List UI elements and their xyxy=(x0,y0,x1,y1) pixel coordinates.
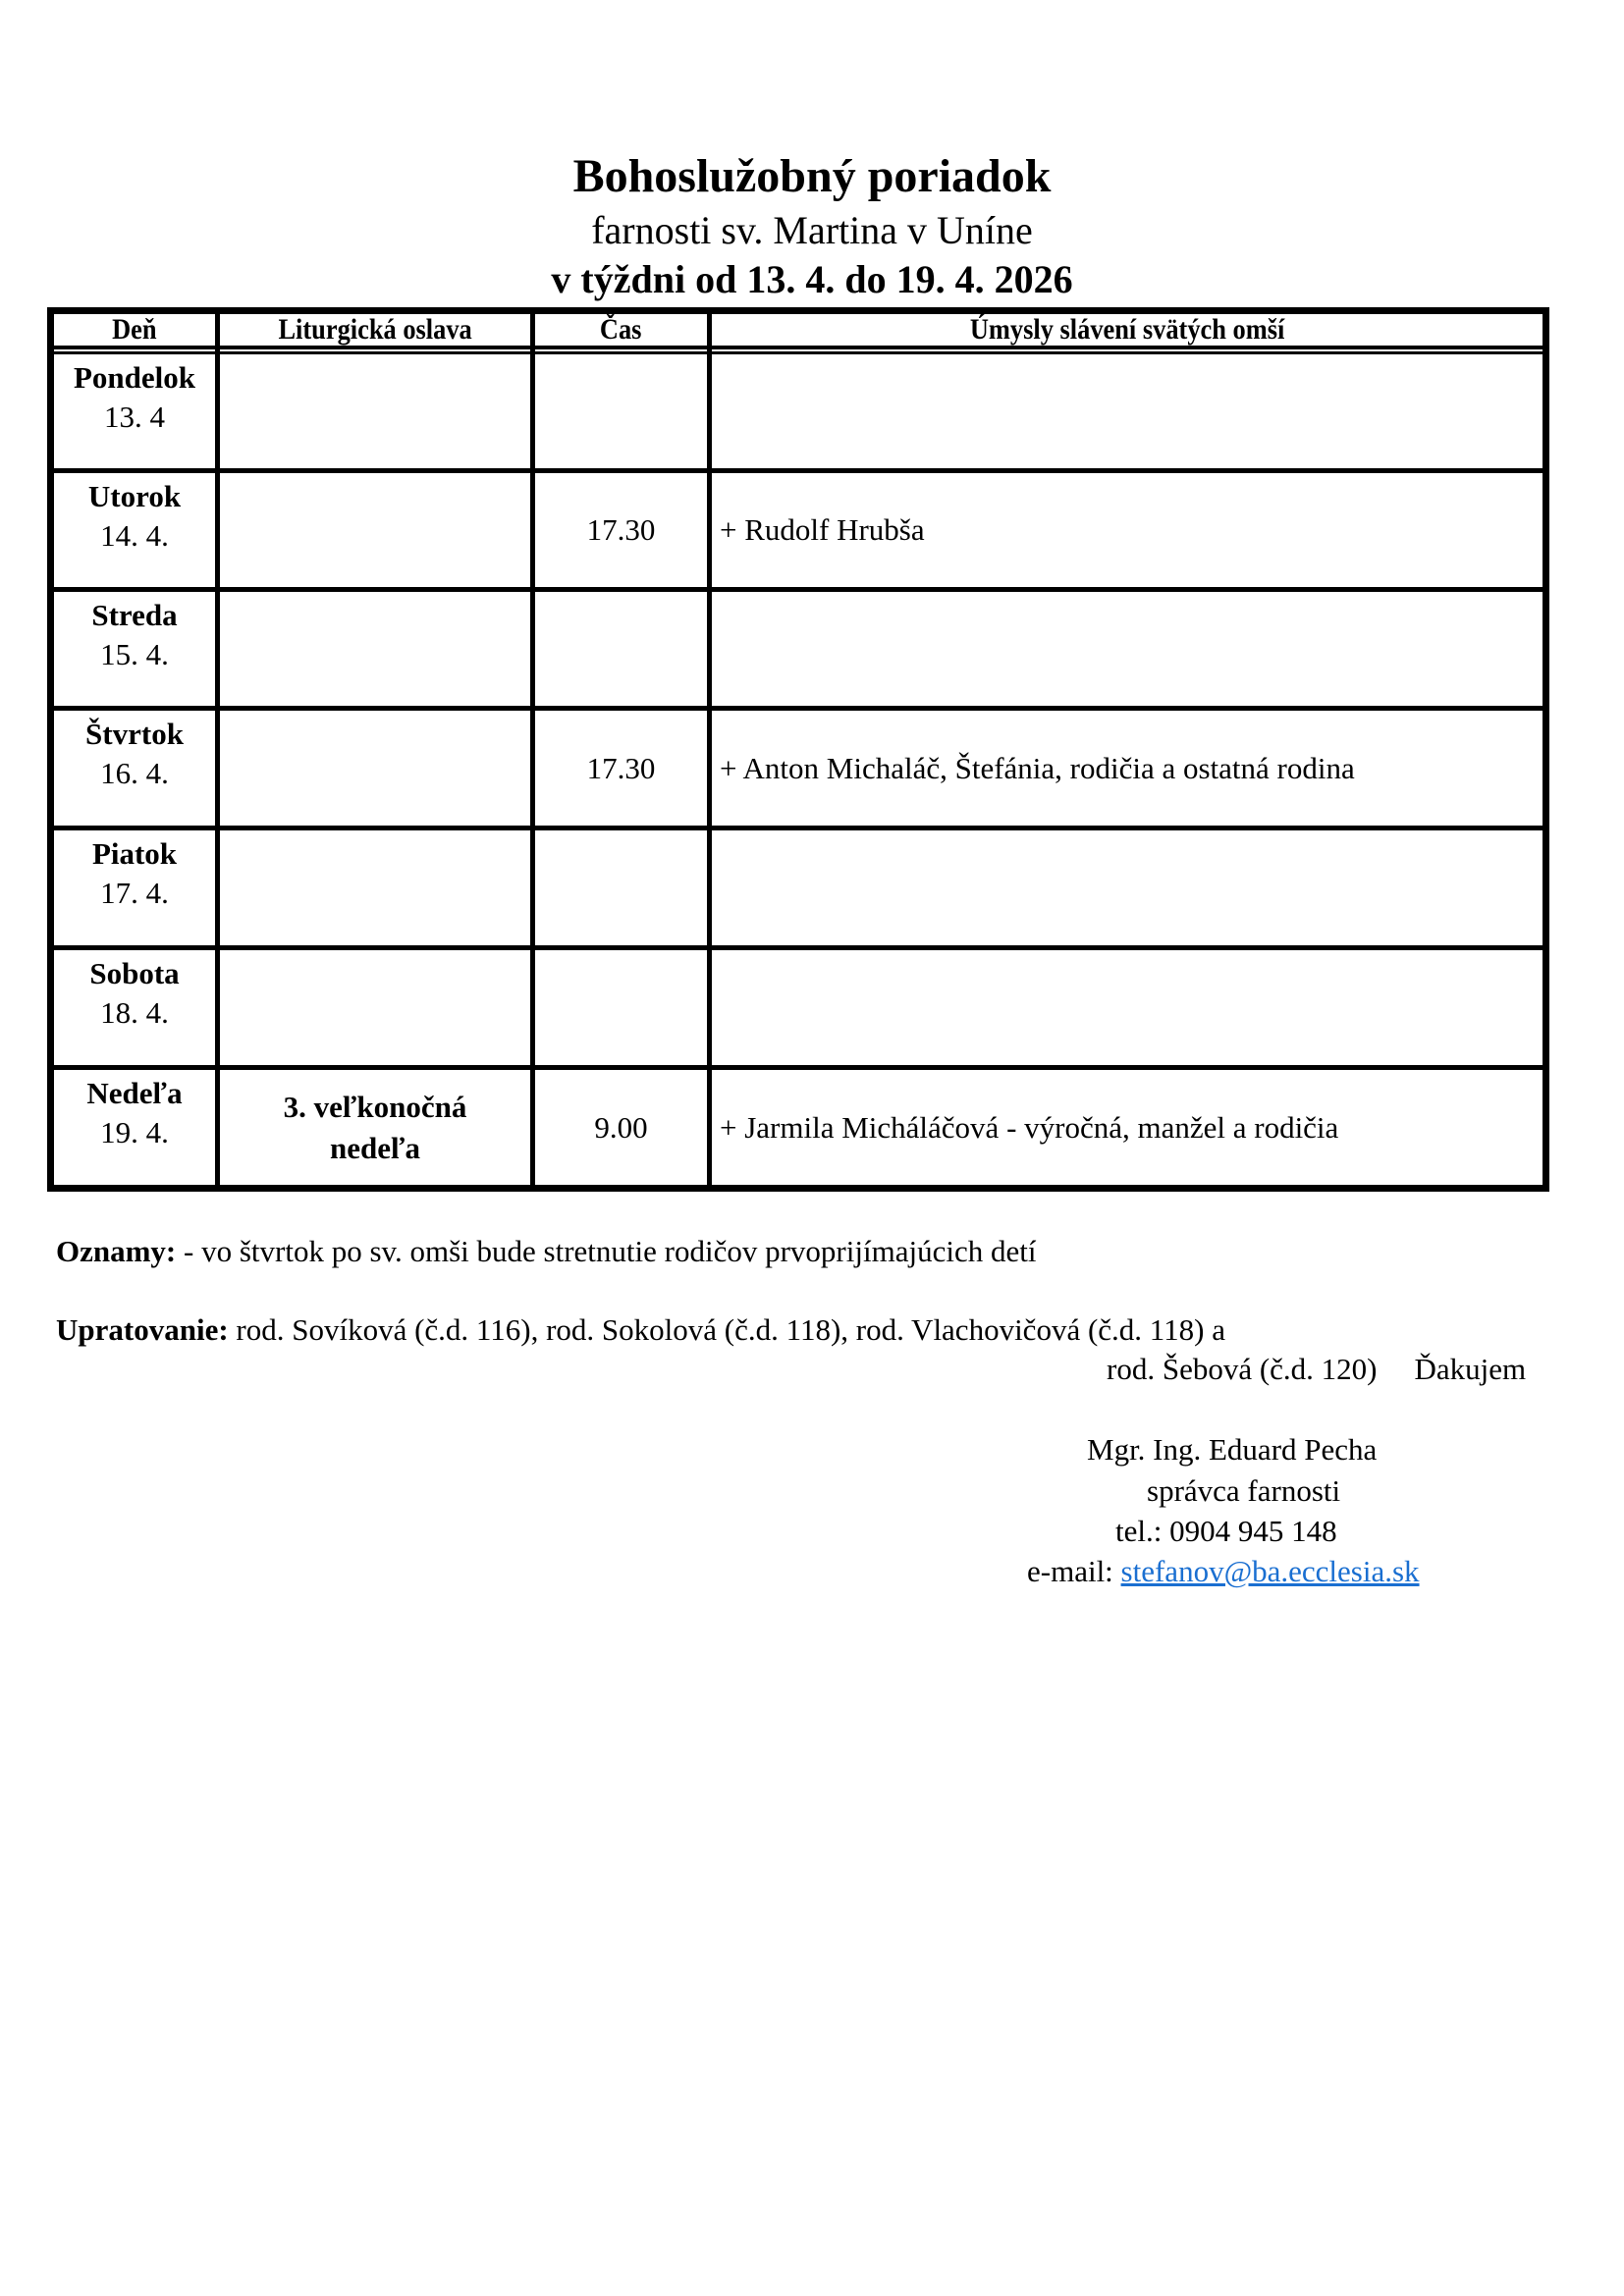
announcements-text: - vo štvrtok po sv. omši bude stretnutie rodičov prvoprijímajúcich detí xyxy=(176,1234,1037,1268)
day-name: Utorok xyxy=(87,479,182,513)
day-date: 16. 4. xyxy=(100,756,169,790)
thanks-text: Ďakujem xyxy=(1414,1352,1527,1386)
cleaning-line1: rod. Sovíková (č.d. 116), rod. Sokolová (č.d. 118), rod. Vlachovičová (č.d. 118) a xyxy=(228,1312,1225,1347)
row-divider xyxy=(47,826,1549,830)
cleaning-label: Upratovanie: xyxy=(56,1312,229,1347)
signature-email-line xyxy=(1027,1552,1420,1591)
table-row-day xyxy=(54,830,215,945)
day-name: Piatok xyxy=(91,836,178,871)
column-header-intentions: Úmysly slávení svätých omší xyxy=(969,313,1285,346)
day-name: Nedeľa xyxy=(86,1076,183,1110)
day-date: 14. 4. xyxy=(100,518,169,553)
email-label: e-mail: xyxy=(1027,1554,1121,1588)
column-header-celebration: Liturgická oslava xyxy=(278,313,472,346)
table-row-day xyxy=(54,592,215,706)
signature-role: správca farnosti xyxy=(1147,1473,1341,1508)
column-header-time: Čas xyxy=(600,313,642,346)
parish-subtitle: farnosti sv. Martina v Uníne xyxy=(591,208,1033,252)
week-range: v týždni od 13. 4. do 19. 4. 2026 xyxy=(551,257,1073,301)
table-row-day xyxy=(54,354,215,468)
day-name: Pondelok xyxy=(73,360,196,395)
day-date: 19. 4. xyxy=(100,1115,169,1149)
table-row-day xyxy=(54,950,215,1065)
day-name: Streda xyxy=(91,598,178,632)
page-title: Bohoslužobný poriadok xyxy=(572,150,1052,202)
day-date: 15. 4. xyxy=(100,637,169,671)
cleaning-continuation xyxy=(1107,1350,1526,1389)
signature-phone: tel.: 0904 945 148 xyxy=(1115,1514,1337,1548)
mass-intention: + Rudolf Hrubša xyxy=(720,512,925,547)
signature-name: Mgr. Ing. Eduard Pecha xyxy=(1087,1432,1378,1467)
table-row-day xyxy=(54,1070,215,1185)
liturgical-celebration: 3. veľkonočná nedeľa xyxy=(283,1089,467,1165)
schedule-table xyxy=(47,307,1549,1192)
row-divider xyxy=(47,945,1549,950)
day-name: Štvrtok xyxy=(85,717,184,751)
cleaning-line2: rod. Šebová (č.d. 120) xyxy=(1107,1352,1378,1386)
mass-intention: + Anton Michaláč, Štefánia, rodičia a ostatná rodina xyxy=(720,750,1355,785)
email-link[interactable]: stefanov@ba.ecclesia.sk xyxy=(1120,1554,1420,1588)
day-date: 13. 4 xyxy=(104,400,165,434)
announcements-label: Oznamy: xyxy=(56,1234,177,1268)
table-row-day xyxy=(54,473,215,587)
cleaning-schedule xyxy=(56,1310,1225,1350)
header-divider xyxy=(47,346,1549,349)
mass-time: 17.30 xyxy=(586,750,656,785)
mass-time: 17.30 xyxy=(586,512,656,547)
announcements xyxy=(56,1232,1036,1271)
day-date: 17. 4. xyxy=(100,876,169,910)
column-divider xyxy=(215,307,220,1192)
table-row-day xyxy=(54,711,215,826)
day-name: Sobota xyxy=(89,956,180,990)
header-divider-secondary xyxy=(47,351,1549,354)
mass-intention: + Jarmila Micháláčová - výročná, manžel a rodičia xyxy=(720,1109,1339,1145)
day-date: 18. 4. xyxy=(100,995,169,1030)
column-header-day: Deň xyxy=(112,313,157,346)
mass-time: 9.00 xyxy=(594,1109,648,1145)
row-divider xyxy=(47,587,1549,592)
